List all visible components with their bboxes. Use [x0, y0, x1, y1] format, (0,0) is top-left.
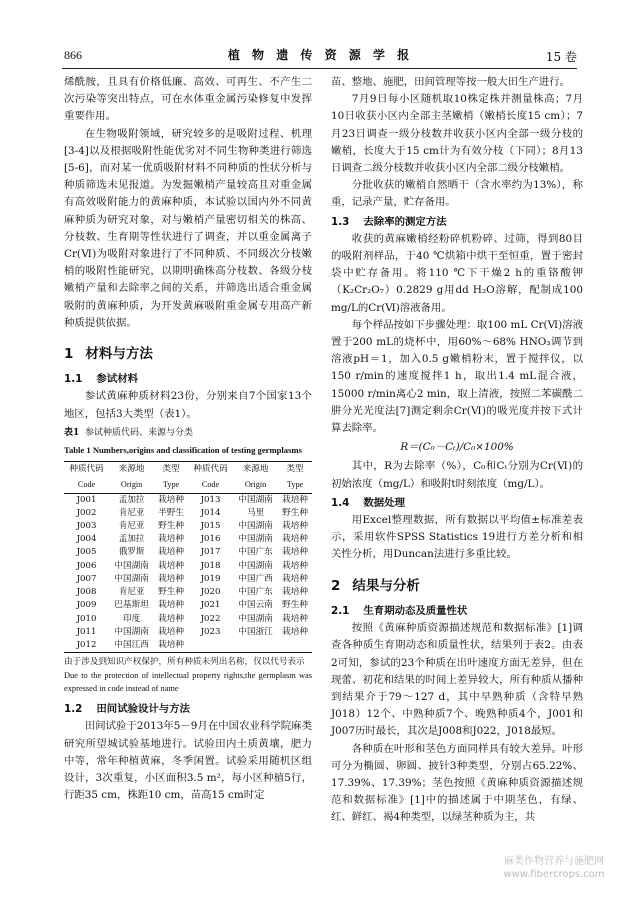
table-row	[64, 546, 312, 559]
subsection-heading	[64, 371, 312, 388]
table-cell: 中国湖南	[114, 560, 149, 571]
table-cell: 中国湖南	[114, 573, 149, 584]
subsection-title: 田间试验设计与方法	[96, 703, 190, 716]
table-cell: J006	[76, 560, 97, 571]
table-cell: J014	[200, 507, 221, 518]
table-header-cell: 类型	[162, 464, 180, 475]
table-body	[64, 493, 312, 652]
table-row	[64, 626, 312, 639]
table-cell: 栽培种	[282, 626, 308, 637]
table-cell: 栽培种	[158, 494, 184, 505]
subsection-heading	[331, 603, 583, 620]
table-cell: J002	[76, 507, 97, 518]
subsection-number: 1.3	[331, 215, 350, 228]
table-cell: 中国广东	[238, 587, 273, 598]
table-row	[64, 520, 312, 533]
table-cell: 栽培种	[282, 547, 308, 558]
table-header-cell: 类型	[286, 464, 304, 475]
table-cell: 栽培种	[158, 534, 184, 545]
table-header-cell: 种质代码	[193, 464, 228, 475]
table-header-cell-en: Type	[154, 477, 188, 493]
table-cell: 栽培种	[158, 560, 184, 571]
table-cell: 栽培种	[158, 613, 184, 624]
drying-paragraph: 分批收获的嫩梢自然晒干（含水率约为13%），称重，记录产量，贮存备用。	[331, 179, 583, 209]
table-header-cell: 来源地	[118, 464, 145, 475]
table-header-row-en	[64, 477, 312, 493]
table-cell: 巴基斯坦	[114, 600, 149, 611]
table-cell: 栽培种	[282, 613, 308, 624]
subsection-title: 去除率的测定方法	[363, 215, 447, 228]
header-rule	[62, 68, 577, 69]
running-header	[64, 46, 577, 66]
intro-paragraph-1: 烯酰胺，且具有价格低廉、高效、可再生、不产生二次污染等突出特点，可在水体重金属污染修复中发挥重要作用。	[64, 76, 312, 123]
table-row	[64, 560, 312, 573]
table-row	[64, 639, 312, 653]
table-cell: 孟加拉	[118, 534, 145, 545]
table-cell: J011	[76, 626, 97, 637]
page-number: 866	[64, 48, 82, 62]
table-cell: 中国湖南	[238, 560, 273, 571]
journal-title: 植 物 遗 传 资 源 学 报	[227, 48, 414, 62]
table-cell: J018	[200, 560, 221, 571]
section-heading	[64, 346, 312, 363]
table-cell: 半野生	[158, 507, 184, 518]
removal-rate-formula: R＝(C₀－Cₜ)/C₀×100%	[400, 441, 514, 454]
table-cell: 栽培种	[158, 573, 184, 584]
subsection-number: 1.4	[331, 496, 350, 509]
table-cell: 栽培种	[282, 494, 308, 505]
table-cell: J016	[200, 534, 221, 545]
subsection-heading	[64, 701, 312, 718]
table-cell: 中国湖南	[238, 613, 273, 624]
table-header-cell-en: Origin	[233, 477, 278, 493]
table-row	[64, 507, 312, 520]
table-cell: 野生种	[158, 521, 184, 532]
section-number: 2	[331, 577, 341, 594]
subsection-title: 数据处理	[363, 496, 405, 509]
table-cell: J012	[76, 639, 97, 650]
table-cell: J007	[76, 573, 97, 584]
subsection-number: 1.2	[64, 703, 83, 716]
preparation-paragraph: 收获的黄麻嫩梢经粉碎机粉碎、过筛，得到80目的吸附剂样品，于40 ℃烘箱中烘干至恒重，置于密封袋中贮存备用。将110 ℃下干燥2 h的重铬酸钾（K₂Cr₂O₇）0.2829 g用dd H₂O溶解，配制成100 mg/L的Cr(Ⅵ)溶液备用。	[331, 232, 583, 314]
table-row	[64, 533, 312, 546]
table-header-cell: 种质代码	[69, 464, 104, 475]
table-cell: 俄罗斯	[118, 547, 145, 558]
table-cell: 肯尼亚	[118, 587, 145, 598]
field-trial-paragraph: 田间试验于2013年5－9月在中国农业科学院麻类研究所望城试验基地进行。试验田内土质黄壤，肥力中等，常年种植黄麻，冬季闲置。试验采用随机区组设计，3次重复，小区面积3.5 m²，每小区种植5行，行距35 cm，株距10 cm，苗高15 cm时定	[64, 720, 312, 802]
table-cell: J022	[200, 613, 221, 624]
table-cell: J010	[76, 613, 97, 624]
materials-paragraph: 参试黄麻种质材料23份，分别来自7个国家13个地区，包括3大类型（表1）。	[64, 390, 312, 420]
table-caption-label: 表1	[64, 427, 80, 438]
table-cell: 栽培种	[282, 573, 308, 584]
procedure-paragraph: 每个样品按如下步骤处理：取100 mL Cr(Ⅵ)溶液置于200 mL的烧杯中，用60%～68% HNO₃调节到溶液pH＝1，加入0.5 g嫩梢粉末，置于搅拌仪，以150 r/min的速度搅拌1 h，取出1.4 mL混合液，15000 r/min离心2 min，取上清液，按照二苯碳酰二肼分光光度法[7]测定剩余Cr(Ⅵ)的吸光度并按下式计算去除率。	[331, 318, 583, 435]
table-note-cn: 由于涉及到知识产权保护，所有种质未列出名称，仅以代号表示	[64, 657, 305, 668]
table-cell: 栽培种	[282, 560, 308, 571]
table-caption-cn: 参试种质代码、来源与分类	[85, 427, 194, 438]
table-cell	[188, 639, 233, 653]
section-number: 1	[64, 346, 74, 363]
table-cell: 栽培种	[282, 521, 308, 532]
table-header-cell-en: Code	[188, 477, 233, 493]
table-cell: 中国江西	[114, 639, 149, 650]
table-cell: 马里	[246, 507, 265, 518]
table-cell: 栽培种	[158, 547, 184, 558]
table-cell: J015	[200, 521, 221, 532]
left-column	[64, 74, 312, 804]
table-cell: 肯尼亚	[118, 507, 145, 518]
table-cell	[233, 639, 278, 653]
sampling-paragraph: 7月9日每小区随机取10株定株并测量株高；7月10日收获小区内全部主茎嫩梢（嫩梢长度15 cm）；7月23日调查一级分枝数并收获小区内全部一级分枝的嫩梢，长度大于15 cm计为有效分枝（下同）；8月13日调查二级分枝数并收获小区内全部二级分枝嫩梢。	[331, 93, 583, 175]
subsection-number: 2.1	[331, 604, 350, 617]
subsection-title: 生育期动态及质量性状	[363, 604, 468, 617]
watermark	[479, 855, 629, 881]
table-cell: J009	[76, 600, 97, 611]
table-cell: 中国湖南	[238, 521, 273, 532]
watermark-line-2: www.fibercrops.com	[503, 869, 605, 880]
volume-label: 15 卷	[545, 50, 577, 64]
table-cell: 中国湖南	[238, 494, 273, 505]
table-caption	[64, 425, 312, 442]
table-cell: 中国广东	[238, 547, 273, 558]
growth-period-paragraph: 按照《黄麻种质资源描述规范和数据标准》[1]调查各种质生育期动态和质量性状，结果列于表2。由表2可知，参试的23个种质在出叶速度方面无差异，但在现蕾、初花和结果的时间上差异较大，所有种质从播种到结果介于79～127 d，其中早熟种质（含特早熟J018）12个、中熟种质7个、晚熟种质4个，J001和J007历时最长，其次是J008和J022，J018最短。	[331, 622, 583, 738]
intro-paragraph-2: 在生物吸附领域，研究较多的是吸附过程、机理[3-4]以及根据吸附性能优劣对不同生物种类进行筛选[5-6]，而对某一优质吸附材料不同种质的性状分析与种质筛选未见报道。为发掘嫩梢产量较高且对重金属有高效吸附能力的黄麻种质，本试验以国内外不同黄麻种质为研究对象，对与嫩梢产量密切相关的株高、分枝数、生育期等性状进行了调查，并以重金属离子Cr(Ⅵ)为吸附对象进行了不同种质、不同级次分枝嫩梢的吸附性能研究，以期明确株高分枝数、各级分枝嫩梢产量和去除率之间的关系，并筛选出适合重金属吸附的黄麻种质，为开发黄麻吸附重金属专用高产新种质提供依据。	[64, 127, 312, 329]
table-cell: 印度	[123, 613, 141, 624]
table-cell: J021	[200, 600, 221, 611]
table-cell: 中国浙江	[238, 626, 273, 637]
table-cell: 肯尼亚	[118, 521, 145, 532]
subsection-title: 参试材料	[96, 373, 138, 386]
table-cell: J017	[200, 547, 221, 558]
table-cell: 孟加拉	[118, 494, 145, 505]
table-cell: J020	[200, 587, 221, 598]
section-title: 结果与分析	[352, 577, 420, 594]
table-header-cell-en: Code	[64, 477, 109, 493]
table-cell: J005	[76, 547, 97, 558]
table-cell: 野生种	[282, 600, 308, 611]
section-title: 材料与方法	[85, 346, 153, 363]
table-cell: 中国湖南	[114, 626, 149, 637]
subsection-heading	[331, 495, 583, 512]
table-row	[64, 493, 312, 507]
table-cell: J008	[76, 587, 97, 598]
table-cell: J013	[200, 494, 221, 505]
table-header-cell: 来源地	[242, 464, 269, 475]
table-cell: J023	[200, 626, 221, 637]
subsection-heading	[331, 214, 583, 231]
section-heading	[331, 578, 583, 595]
table-cell: 野生种	[282, 507, 308, 518]
table-cell: 中国湖南	[238, 534, 273, 545]
table-row	[64, 613, 312, 626]
table-cell: 栽培种	[158, 639, 184, 650]
continuation-paragraph: 苗、整地、施肥，田间管理等按一般大田生产进行。	[331, 76, 570, 88]
table-cell: 中国云南	[238, 600, 273, 611]
data-processing-paragraph: 用Excel整理数据，所有数据以平均值±标准差表示，采用软件SPSS Statistics 19进行方差分析和相关性分析，用Duncan法进行多重比较。	[331, 514, 583, 561]
table-note-en: Due to the protection of intellectual property rights,the germplasm was expressed in code instead of name	[64, 671, 312, 694]
table-cell: 中国广西	[238, 573, 273, 584]
table-row	[64, 586, 312, 599]
table-caption-en: Table 1 Numbers,origins and classification of testing germplasms	[64, 445, 302, 456]
table-header-row-cn	[64, 462, 312, 478]
table-cell: 栽培种	[282, 587, 308, 598]
table-cell: J003	[76, 521, 97, 532]
table-cell: 栽培种	[282, 534, 308, 545]
table-row	[64, 599, 312, 612]
table-cell: 野生种	[158, 587, 184, 598]
table-cell: J004	[76, 534, 97, 545]
subsection-number: 1.1	[64, 373, 83, 386]
formula-explanation: 其中，R为去除率（%），C₀和Cₜ分别为Cr(Ⅵ)的初始浓度（mg/L）和吸附t时刻浓度（mg/L）。	[331, 460, 583, 490]
leaf-stem-paragraph: 各种质在叶形和茎色方面同样具有较大差异。叶形可分为椭圆、卵圆、披针3种类型，分别占65.22%、17.39%、17.39%；茎色按照《黄麻种质资源描述规范和数据标准》[1]中的描述属于中期茎色，有绿、红、鲜红、褐4种类型，以绿茎种质为主，共	[331, 742, 583, 824]
table-cell: 栽培种	[158, 600, 184, 611]
table-cell	[278, 639, 312, 653]
right-column	[331, 74, 583, 827]
watermark-line-1: 麻类作物营养与施肥网	[504, 856, 604, 867]
germplasm-table	[64, 461, 312, 653]
table-header-cell-en: Type	[278, 477, 312, 493]
table-cell: J001	[76, 494, 97, 505]
table-cell: J019	[200, 573, 221, 584]
table-header-cell-en: Origin	[109, 477, 154, 493]
table-cell: 栽培种	[158, 626, 184, 637]
table-row	[64, 573, 312, 586]
